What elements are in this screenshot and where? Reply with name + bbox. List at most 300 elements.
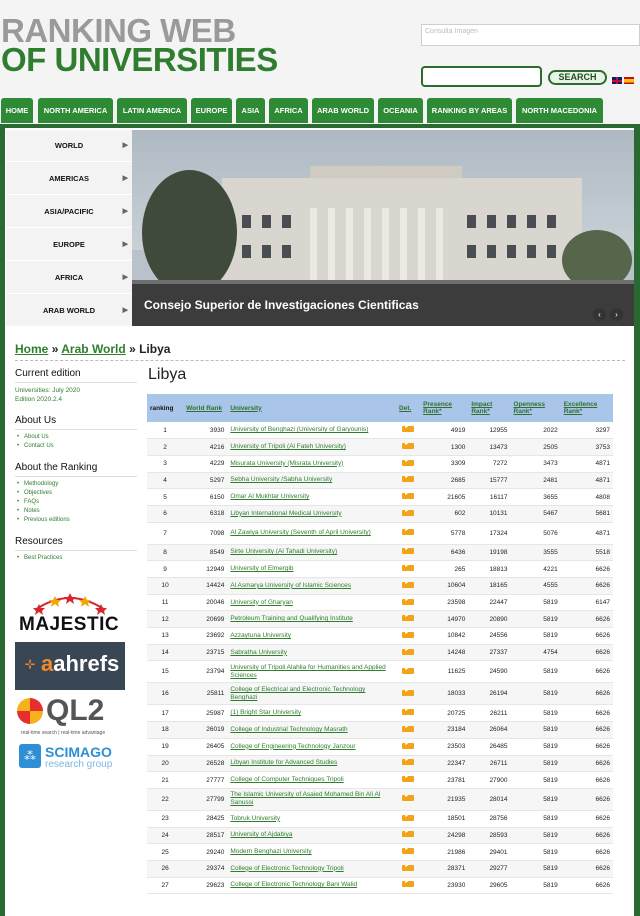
nav-tab-north-america[interactable]: NORTH AMERICA [38,98,113,123]
university-link[interactable]: Petroleum Training and Qualifying Institute [227,611,396,628]
table-row [147,505,613,522]
region-menu-label: WORLD [54,141,84,150]
cell-presence-rank: 3309 [420,455,468,472]
cell-presence-rank: 18033 [420,683,468,705]
university-link[interactable]: (1) Bright Star University [227,705,396,722]
cell-presence-rank: 2685 [420,472,468,489]
cell-impact-rank: 26194 [468,683,510,705]
cell-world-rank: 29240 [183,844,227,861]
cell-impact-rank: 26711 [468,755,510,772]
scimago-subtitle: research group [45,759,113,770]
det-cell[interactable] [396,644,420,661]
det-cell[interactable] [396,628,420,645]
table-row [147,683,613,705]
cell-excellence-rank: 4808 [561,489,613,506]
university-link[interactable]: Sabratha University [227,644,396,661]
region-menu-label: AMERICAS [48,174,89,183]
cell-ranking: 4 [147,472,183,489]
university-link[interactable]: Modern Benghazi University [227,844,396,861]
region-menu-label: ARAB WORLD [42,306,96,315]
details-arrow-icon[interactable] [402,709,414,715]
university-link[interactable]: Al Zawiya University (Seventh of April University) [227,522,396,544]
details-arrow-icon[interactable] [402,565,414,571]
table-row [147,738,613,755]
cell-world-rank: 5297 [183,472,227,489]
det-cell[interactable] [396,827,420,844]
cell-presence-rank: 18501 [420,810,468,827]
site-logo[interactable] [1,12,278,78]
search-button[interactable]: SEARCH [548,70,607,85]
cell-excellence-rank: 6626 [561,827,613,844]
cell-excellence-rank: 4871 [561,522,613,544]
university-link[interactable]: College of Electrical and Electronic Technology Benghazi [227,683,396,705]
banner-window [507,245,516,258]
cell-presence-rank: 14248 [420,644,468,661]
details-arrow-icon[interactable] [402,865,414,871]
details-arrow-icon[interactable] [402,815,414,821]
cell-world-rank: 23715 [183,644,227,661]
region-menu-arab-world[interactable] [6,295,132,327]
about-us-links [15,433,137,451]
banner-window [527,215,536,228]
university-link[interactable]: The Islamic University of Asaied Mohamed Bin Ali Al Sanussi [227,788,396,810]
det-cell[interactable] [396,755,420,772]
triangle-right-icon: ▶ [122,175,128,182]
table-row [147,611,613,628]
breadcrumb [15,342,170,356]
det-cell[interactable] [396,788,420,810]
det-cell[interactable] [396,860,420,877]
cell-excellence-rank: 6626 [561,683,613,705]
cell-impact-rank: 15777 [468,472,510,489]
cell-world-rank: 20046 [183,594,227,611]
cell-world-rank: 3930 [183,422,227,439]
det-cell[interactable] [396,594,420,611]
about-ranking-links [15,480,137,525]
region-menu [6,130,132,326]
details-arrow-icon[interactable] [402,743,414,749]
details-arrow-icon[interactable] [402,759,414,765]
det-cell[interactable] [396,661,420,683]
university-link[interactable]: College of Industrial Technology Masrath [227,722,396,739]
banner-window [547,215,556,228]
cell-openness-rank: 5819 [511,611,561,628]
university-link[interactable]: Sebha University /Sabha University [227,472,396,489]
cell-world-rank: 26528 [183,755,227,772]
scimago-logo[interactable] [15,742,130,778]
university-link[interactable]: Misurata University (Misrata University) [227,455,396,472]
cell-ranking: 9 [147,561,183,578]
cell-impact-rank: 17324 [468,522,510,544]
nav-tab-north-macedonia[interactable]: NORTH MACEDONIA [516,98,603,123]
cell-world-rank: 12949 [183,561,227,578]
edition-universities: Universities: July 2020 [15,387,81,394]
top-navigation [0,98,640,124]
cell-impact-rank: 27900 [468,772,510,789]
details-arrow-icon[interactable] [402,881,414,887]
cell-ranking: 27 [147,877,183,894]
region-menu-label: EUROPE [53,240,85,249]
triangle-right-icon: ▶ [122,208,128,215]
triangle-right-icon: ▶ [122,274,128,281]
cell-openness-rank: 5467 [511,505,561,522]
cell-excellence-rank: 6626 [561,738,613,755]
cell-presence-rank: 22347 [420,755,468,772]
det-cell[interactable] [396,561,420,578]
col-impact-rank[interactable]: Impact Rank* [468,394,510,422]
majestic-logo[interactable] [15,588,125,638]
table-row [147,827,613,844]
about-us-link[interactable]: • About Us [15,433,137,442]
cell-excellence-rank: 6626 [561,578,613,595]
det-cell[interactable] [396,772,420,789]
details-arrow-icon[interactable] [402,848,414,854]
cell-world-rank: 25987 [183,705,227,722]
ql2-wordmark: QL2 [46,694,105,727]
details-arrow-icon[interactable] [402,615,414,621]
sidebar [15,368,137,563]
details-arrow-icon[interactable] [402,632,414,638]
nav-tab-ranking-by-areas[interactable]: RANKING BY AREAS [427,98,512,123]
university-link[interactable]: Azzaytuna University [227,628,396,645]
cell-impact-rank: 28593 [468,827,510,844]
cell-ranking: 14 [147,644,183,661]
details-arrow-icon[interactable] [402,493,414,499]
cell-excellence-rank: 6626 [561,755,613,772]
cell-openness-rank: 5819 [511,722,561,739]
cell-presence-rank: 602 [420,505,468,522]
university-link[interactable]: Al Asmarya University of Islamic Sciences [227,578,396,595]
resources-links [15,554,137,563]
breadcrumb-current: Libya [139,342,171,356]
details-arrow-icon[interactable] [402,529,414,535]
university-link[interactable]: College of Electronic Technology Bani Walid [227,877,396,894]
cell-excellence-rank: 6626 [561,877,613,894]
cell-openness-rank: 5819 [511,738,561,755]
breadcrumb-separator: » [129,342,136,356]
cell-world-rank: 26405 [183,738,227,755]
table-row [147,844,613,861]
table-row [147,455,613,472]
col-openness-rank[interactable]: Openness Rank* [511,394,561,422]
cell-impact-rank: 26064 [468,722,510,739]
cell-impact-rank: 29401 [468,844,510,861]
cell-excellence-rank: 6626 [561,611,613,628]
best-practices-link[interactable]: • Best Practices [15,554,137,563]
methodology-link[interactable]: • Methodology [15,480,137,489]
table-row [147,860,613,877]
cell-presence-rank: 28371 [420,860,468,877]
col-university[interactable]: University [227,394,396,422]
details-arrow-icon[interactable] [402,443,414,449]
nav-tab-oceania[interactable]: OCEANIA [378,98,423,123]
details-arrow-icon[interactable] [402,649,414,655]
university-link[interactable]: University of Tripoli Alahlia for Humanities and Applied Sciences [227,661,396,683]
details-arrow-icon[interactable] [402,726,414,732]
cell-presence-rank: 14970 [420,611,468,628]
region-menu-asia-pacific[interactable] [6,196,132,228]
page-title: Libya [148,366,187,383]
cell-ranking: 11 [147,594,183,611]
cell-openness-rank: 2481 [511,472,561,489]
det-cell[interactable] [396,722,420,739]
cell-impact-rank: 24556 [468,628,510,645]
cell-ranking: 6 [147,505,183,522]
ahrefs-wordmark: aahrefs [41,651,120,676]
cell-ranking: 12 [147,611,183,628]
university-link[interactable]: University of Elmergib [227,561,396,578]
cell-impact-rank: 7272 [468,455,510,472]
cell-ranking: 2 [147,439,183,456]
details-arrow-icon[interactable] [402,668,414,674]
det-cell[interactable] [396,505,420,522]
details-arrow-icon[interactable] [402,476,414,482]
ql2-tagline: real-time search | real-time advantage [21,730,106,736]
det-cell[interactable] [396,738,420,755]
cell-excellence-rank: 3297 [561,422,613,439]
banner-window [242,215,251,228]
det-cell[interactable] [396,489,420,506]
scimago-wordmark: SCIMAGO [45,744,112,760]
cell-excellence-rank: 6626 [561,788,613,810]
university-link[interactable]: College of Engineering Technology Janzour [227,738,396,755]
cell-impact-rank: 12955 [468,422,510,439]
objectives-link[interactable]: • Objectives [15,489,137,498]
cell-world-rank: 23692 [183,628,227,645]
col-excellence-rank[interactable]: Excellence Rank* [561,394,613,422]
col-world-rank[interactable]: World Rank [183,394,227,422]
flag-uk-icon[interactable] [612,77,622,84]
nav-tab-home[interactable]: HOME [1,98,33,123]
cell-presence-rank: 24298 [420,827,468,844]
cell-world-rank: 25811 [183,683,227,705]
cell-openness-rank: 2505 [511,439,561,456]
breadcrumb-home-link[interactable]: Home [15,342,49,356]
cell-ranking: 22 [147,788,183,810]
banner-window [507,215,516,228]
cell-excellence-rank: 6626 [561,628,613,645]
cell-presence-rank: 6436 [420,544,468,561]
cell-excellence-rank: 6626 [561,810,613,827]
university-link[interactable]: Sirte University (Al Tahadi University) [227,544,396,561]
university-link[interactable]: Omar Al Mukhtar University [227,489,396,506]
majestic-wordmark: MAJESTIC [19,614,120,635]
cell-impact-rank: 29277 [468,860,510,877]
cell-impact-rank: 16117 [468,489,510,506]
cell-presence-rank: 23598 [420,594,468,611]
university-link[interactable]: University of Gharyan [227,594,396,611]
cell-openness-rank: 5819 [511,705,561,722]
scimago-icon: ⁂ [19,744,41,768]
det-cell[interactable] [396,422,420,439]
col-det[interactable]: Det. [396,394,420,422]
banner-slideshow[interactable] [132,130,634,326]
region-menu-label: ASIA/PACIFIC [44,207,94,216]
cell-world-rank: 6150 [183,489,227,506]
ahrefs-wordmark-text: ahrefs [53,651,120,676]
cell-world-rank: 29374 [183,860,227,877]
det-cell[interactable] [396,877,420,894]
col-ranking: ranking [147,394,183,422]
cell-openness-rank: 5819 [511,772,561,789]
cell-openness-rank: 5819 [511,877,561,894]
table-row [147,439,613,456]
banner-window [487,245,496,258]
cell-excellence-rank: 6626 [561,860,613,877]
cell-ranking: 7 [147,522,183,544]
table-row [147,788,613,810]
table-row [147,810,613,827]
chevron-left-icon[interactable]: ‹ [593,308,606,321]
col-presence-rank[interactable]: Presence Rank* [420,394,468,422]
table-row [147,755,613,772]
table-row [147,644,613,661]
contact-us-link[interactable]: • Contact Us [15,442,137,451]
main-frame [0,124,640,916]
divider [15,360,625,361]
details-arrow-icon[interactable] [402,831,414,837]
cell-presence-rank: 23503 [420,738,468,755]
region-menu-africa[interactable] [6,262,132,294]
cell-presence-rank: 265 [420,561,468,578]
university-link[interactable]: Libyan Institute for Advanced Studies [227,755,396,772]
cell-impact-rank: 18813 [468,561,510,578]
nav-tab-arab-world[interactable]: ARAB WORLD [312,98,374,123]
cell-ranking: 5 [147,489,183,506]
ranking-table [147,394,613,894]
table-row [147,722,613,739]
cell-presence-rank: 11625 [420,661,468,683]
details-arrow-icon[interactable] [402,599,414,605]
table-row [147,628,613,645]
cell-openness-rank: 5819 [511,810,561,827]
search-input[interactable] [421,66,542,87]
cell-excellence-rank: 6626 [561,561,613,578]
cell-presence-rank: 21935 [420,788,468,810]
det-cell[interactable] [396,611,420,628]
notes-link[interactable]: • Notes [15,507,137,516]
cell-ranking: 17 [147,705,183,722]
det-cell[interactable] [396,455,420,472]
cell-world-rank: 4229 [183,455,227,472]
det-cell[interactable] [396,844,420,861]
table-row [147,705,613,722]
ql2-logo[interactable] [15,694,130,740]
table-row [147,472,613,489]
cell-presence-rank: 1300 [420,439,468,456]
university-link[interactable]: University of Benghazi (University of Garyounis) [227,422,396,439]
cell-world-rank: 23794 [183,661,227,683]
cell-presence-rank: 23184 [420,722,468,739]
cell-world-rank: 29623 [183,877,227,894]
details-arrow-icon[interactable] [402,510,414,516]
det-cell[interactable] [396,439,420,456]
banner-column [364,208,371,290]
university-link[interactable]: University of Tripoli (Al Fateh University) [227,439,396,456]
ranking-table-body [147,422,613,894]
banner-window [282,215,291,228]
chevron-right-icon[interactable]: › [610,308,623,321]
det-cell[interactable] [396,705,420,722]
cell-presence-rank: 10842 [420,628,468,645]
cell-ranking: 19 [147,738,183,755]
det-cell[interactable] [396,522,420,544]
cell-ranking: 15 [147,661,183,683]
table-row [147,561,613,578]
details-arrow-icon[interactable] [402,548,414,554]
cell-excellence-rank: 6147 [561,594,613,611]
faqs-link[interactable]: • FAQs [15,498,137,507]
details-arrow-icon[interactable] [402,690,414,696]
banner-tree [142,170,237,295]
banner-window [467,215,476,228]
triangle-right-icon: ▶ [122,241,128,248]
breadcrumb-separator: » [51,342,59,356]
nav-tab-africa[interactable]: AFRICA [269,98,308,123]
det-cell[interactable] [396,544,420,561]
cell-excellence-rank: 5518 [561,544,613,561]
current-edition-heading: Current edition [15,368,137,383]
cell-world-rank: 6318 [183,505,227,522]
banner-column [418,208,425,290]
nav-tab-asia[interactable]: ASIA [236,98,265,123]
cell-excellence-rank: 4871 [561,472,613,489]
details-arrow-icon[interactable] [402,582,414,588]
university-link[interactable]: University of Ajdabiya [227,827,396,844]
details-arrow-icon[interactable] [402,460,414,466]
details-arrow-icon[interactable] [402,426,414,432]
det-cell[interactable] [396,472,420,489]
region-menu-world[interactable] [6,130,132,162]
cell-excellence-rank: 6626 [561,644,613,661]
region-menu-europe[interactable] [6,229,132,261]
flag-es-icon[interactable] [624,77,634,84]
university-link[interactable]: College of Computer Techniques Tripoli [227,772,396,789]
edition-number: Edition 2020.2.4 [15,396,62,403]
university-link[interactable]: Libyan International Medical University [227,505,396,522]
cell-impact-rank: 27337 [468,644,510,661]
cell-world-rank: 27777 [183,772,227,789]
banner-window [282,245,291,258]
cell-openness-rank: 5819 [511,827,561,844]
details-arrow-icon[interactable] [402,795,414,801]
cell-ranking: 18 [147,722,183,739]
cell-ranking: 25 [147,844,183,861]
site-header [0,0,640,98]
det-cell[interactable] [396,578,420,595]
nav-tab-europe[interactable]: EUROPE [191,98,232,123]
det-cell[interactable] [396,810,420,827]
cell-impact-rank: 26485 [468,738,510,755]
cell-impact-rank: 29605 [468,877,510,894]
det-cell[interactable] [396,683,420,705]
logo-line-1: RANKING WEB [1,12,236,49]
cell-ranking: 3 [147,455,183,472]
table-row [147,594,613,611]
cell-impact-rank: 22447 [468,594,510,611]
region-menu-americas[interactable] [6,163,132,195]
ahrefs-logo[interactable] [15,642,125,690]
details-arrow-icon[interactable] [402,776,414,782]
breadcrumb-region-link[interactable]: Arab World [61,342,126,356]
university-link[interactable]: Tobruk University [227,810,396,827]
cell-presence-rank: 4919 [420,422,468,439]
university-link[interactable]: College of Electronic Technology Tripoli [227,860,396,877]
previous-editions-link[interactable]: • Previous editions [15,516,137,525]
banner-column [436,208,443,290]
google-search-box[interactable]: Consulta Imagen [421,24,640,46]
nav-tab-latin-america[interactable]: LATIN AMERICA [117,98,187,123]
